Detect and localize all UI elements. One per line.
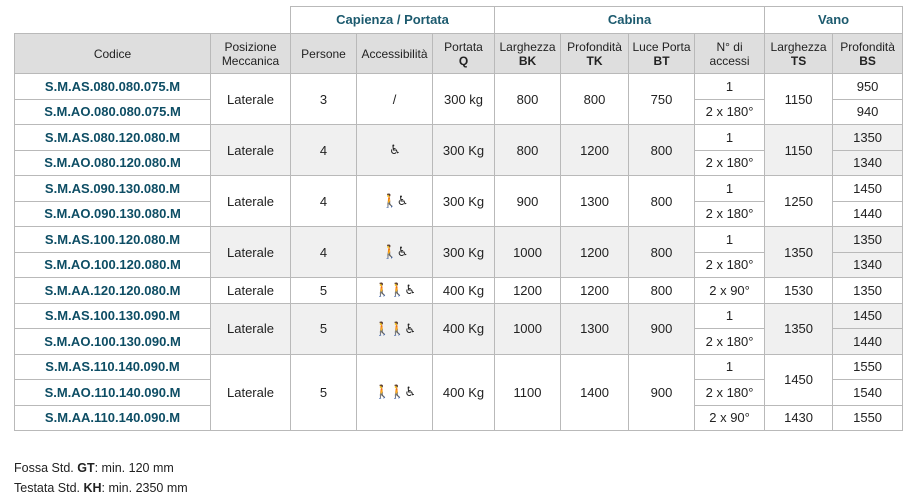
elevator-spec-document <box>14 6 904 495</box>
table-row <box>15 278 903 304</box>
group-header-vano: Vano <box>765 7 903 34</box>
col-header-accessibilita: Accessibilità <box>357 34 433 74</box>
accessi-value: 2 x 90° <box>695 278 765 304</box>
accessi-value: 2 x 180° <box>695 150 765 176</box>
blank-corner <box>15 7 291 34</box>
profondita-bs-value: 1440 <box>833 201 903 227</box>
model-code: S.M.AO.090.130.080.M <box>15 201 211 227</box>
two-persons-wheelchair-icon: 🚶🚶♿ <box>373 321 416 337</box>
posizione-value: Laterale <box>211 303 291 354</box>
profondita-bs-value: 1550 <box>833 405 903 431</box>
column-header-row <box>15 34 903 74</box>
persone-value: 4 <box>291 227 357 278</box>
two-persons-wheelchair-icon: 🚶🚶♿ <box>373 283 416 299</box>
portata-value: 400 Kg <box>433 278 495 304</box>
model-code: S.M.AS.090.130.080.M <box>15 176 211 202</box>
persone-value: 5 <box>291 278 357 304</box>
accessi-value: 2 x 180° <box>695 99 765 125</box>
accessibilita-value: / <box>357 74 433 125</box>
larghezza-ts-value: 1350 <box>765 303 833 354</box>
profondita-bs-label: Profondità <box>840 39 895 54</box>
accessibilita-value <box>357 278 433 304</box>
posizione-value: Laterale <box>211 125 291 176</box>
accessi-value: 2 x 90° <box>695 405 765 431</box>
accessi-value: 2 x 180° <box>695 201 765 227</box>
profondita-tk-label: Profondità <box>567 39 622 54</box>
larghezza-ts-label: Larghezza <box>770 39 827 54</box>
accessi-value: 2 x 180° <box>695 329 765 355</box>
portata-symbol: Q <box>458 53 469 68</box>
persone-value: 3 <box>291 74 357 125</box>
model-code: S.M.AS.080.080.075.M <box>15 74 211 100</box>
accessibilita-value <box>357 125 433 176</box>
accessibilita-value <box>357 227 433 278</box>
bt-symbol: BT <box>653 53 670 68</box>
model-code: S.M.AS.110.140.090.M <box>15 354 211 380</box>
profondita-bs-value: 950 <box>833 74 903 100</box>
model-code: S.M.AO.100.130.090.M <box>15 329 211 355</box>
model-code: S.M.AA.110.140.090.M <box>15 405 211 431</box>
portata-value: 400 Kg <box>433 354 495 431</box>
luce-porta-value: 800 <box>629 278 695 304</box>
portata-value: 300 Kg <box>433 227 495 278</box>
table-row <box>15 227 903 253</box>
luce-porta-value: 800 <box>629 227 695 278</box>
profondita-bs-value: 1450 <box>833 176 903 202</box>
persone-value: 4 <box>291 176 357 227</box>
larghezza-bk-value: 1200 <box>495 278 561 304</box>
posizione-value: Laterale <box>211 227 291 278</box>
accessibilita-value <box>357 354 433 431</box>
col-header-profondita-bs <box>833 34 903 74</box>
accessi-value: 2 x 180° <box>695 252 765 278</box>
accessi-value: 1 <box>695 176 765 202</box>
col-header-portata <box>433 34 495 74</box>
posizione-value: Laterale <box>211 176 291 227</box>
col-header-accessi: N° di accessi <box>695 34 765 74</box>
col-header-codice: Codice <box>15 34 211 74</box>
accessibilita-value <box>357 176 433 227</box>
accessi-value: 1 <box>695 354 765 380</box>
profondita-tk-value: 1200 <box>561 227 629 278</box>
posizione-value: Laterale <box>211 278 291 304</box>
portata-value: 300 Kg <box>433 176 495 227</box>
note-suffix: : min. 120 mm <box>94 461 174 475</box>
col-header-profondita-tk <box>561 34 629 74</box>
accessi-value: 1 <box>695 227 765 253</box>
portata-label: Portata <box>444 39 483 54</box>
table-body <box>15 74 903 431</box>
portata-value: 400 Kg <box>433 303 495 354</box>
profondita-tk-value: 800 <box>561 74 629 125</box>
luce-porta-value: 900 <box>629 354 695 431</box>
larghezza-ts-value: 1530 <box>765 278 833 304</box>
group-header-row <box>15 7 903 34</box>
model-code: S.M.AO.080.120.080.M <box>15 150 211 176</box>
persone-value: 5 <box>291 354 357 431</box>
larghezza-bk-label: Larghezza <box>499 39 556 54</box>
profondita-bs-value: 940 <box>833 99 903 125</box>
portata-value: 300 Kg <box>433 125 495 176</box>
col-header-posizione: Posizione Meccanica <box>211 34 291 74</box>
bs-symbol: BS <box>859 53 876 68</box>
profondita-bs-value: 1550 <box>833 354 903 380</box>
two-persons-wheelchair-icon: 🚶🚶♿ <box>373 385 416 401</box>
accessibilita-value <box>357 303 433 354</box>
larghezza-ts-value: 1430 <box>765 405 833 431</box>
table-row <box>15 354 903 380</box>
table-row <box>15 303 903 329</box>
elevator-spec-table <box>14 6 903 431</box>
posizione-value: Laterale <box>211 74 291 125</box>
larghezza-ts-value: 1450 <box>765 354 833 405</box>
persone-value: 4 <box>291 125 357 176</box>
model-code: S.M.AO.080.080.075.M <box>15 99 211 125</box>
profondita-bs-value: 1340 <box>833 252 903 278</box>
profondita-tk-value: 1300 <box>561 176 629 227</box>
larghezza-bk-value: 900 <box>495 176 561 227</box>
posizione-value: Laterale <box>211 354 291 431</box>
group-header-capienza: Capienza / Portata <box>291 7 495 34</box>
model-code: S.M.AS.100.120.080.M <box>15 227 211 253</box>
luce-porta-label: Luce Porta <box>632 39 691 54</box>
col-header-larghezza-bk <box>495 34 561 74</box>
profondita-bs-value: 1450 <box>833 303 903 329</box>
larghezza-bk-value: 800 <box>495 125 561 176</box>
model-code: S.M.AA.120.120.080.M <box>15 278 211 304</box>
model-code: S.M.AO.110.140.090.M <box>15 380 211 406</box>
person-wheelchair-icon: 🚶♿ <box>381 194 408 209</box>
note-testata <box>14 478 188 498</box>
person-wheelchair-icon: 🚶♿ <box>381 245 408 260</box>
larghezza-ts-value: 1150 <box>765 74 833 125</box>
note-key: GT <box>77 461 95 475</box>
model-code: S.M.AS.100.130.090.M <box>15 303 211 329</box>
larghezza-bk-value: 1000 <box>495 227 561 278</box>
accessi-value: 1 <box>695 125 765 151</box>
footnotes <box>14 458 188 498</box>
luce-porta-value: 750 <box>629 74 695 125</box>
profondita-bs-value: 1340 <box>833 150 903 176</box>
table-row <box>15 176 903 202</box>
larghezza-ts-value: 1150 <box>765 125 833 176</box>
larghezza-bk-value: 1100 <box>495 354 561 431</box>
group-header-cabina: Cabina <box>495 7 765 34</box>
tk-symbol: TK <box>586 53 603 68</box>
accessi-value: 1 <box>695 303 765 329</box>
accessi-value: 2 x 180° <box>695 380 765 406</box>
note-suffix: : min. 2350 mm <box>101 481 188 495</box>
profondita-bs-value: 1350 <box>833 227 903 253</box>
col-header-luce-porta <box>629 34 695 74</box>
bk-symbol: BK <box>518 53 537 68</box>
accessi-value: 1 <box>695 74 765 100</box>
persone-value: 5 <box>291 303 357 354</box>
luce-porta-value: 800 <box>629 176 695 227</box>
profondita-tk-value: 1200 <box>561 125 629 176</box>
luce-porta-value: 900 <box>629 303 695 354</box>
profondita-bs-value: 1540 <box>833 380 903 406</box>
larghezza-ts-value: 1250 <box>765 176 833 227</box>
table-row <box>15 74 903 100</box>
model-code: S.M.AS.080.120.080.M <box>15 125 211 151</box>
profondita-bs-value: 1350 <box>833 125 903 151</box>
col-header-larghezza-ts <box>765 34 833 74</box>
profondita-bs-value: 1440 <box>833 329 903 355</box>
ts-symbol: TS <box>790 53 807 68</box>
portata-value: 300 kg <box>433 74 495 125</box>
table-row <box>15 125 903 151</box>
luce-porta-value: 800 <box>629 125 695 176</box>
note-key: KH <box>83 481 102 495</box>
wheelchair-icon: ♿ <box>389 143 400 158</box>
profondita-tk-value: 1300 <box>561 303 629 354</box>
larghezza-ts-value: 1350 <box>765 227 833 278</box>
note-prefix: Testata Std. <box>14 481 84 495</box>
profondita-bs-value: 1350 <box>833 278 903 304</box>
larghezza-bk-value: 800 <box>495 74 561 125</box>
model-code: S.M.AO.100.120.080.M <box>15 252 211 278</box>
note-prefix: Fossa Std. <box>14 461 78 475</box>
profondita-tk-value: 1200 <box>561 278 629 304</box>
note-fossa <box>14 458 188 478</box>
profondita-tk-value: 1400 <box>561 354 629 431</box>
col-header-persone: Persone <box>291 34 357 74</box>
larghezza-bk-value: 1000 <box>495 303 561 354</box>
